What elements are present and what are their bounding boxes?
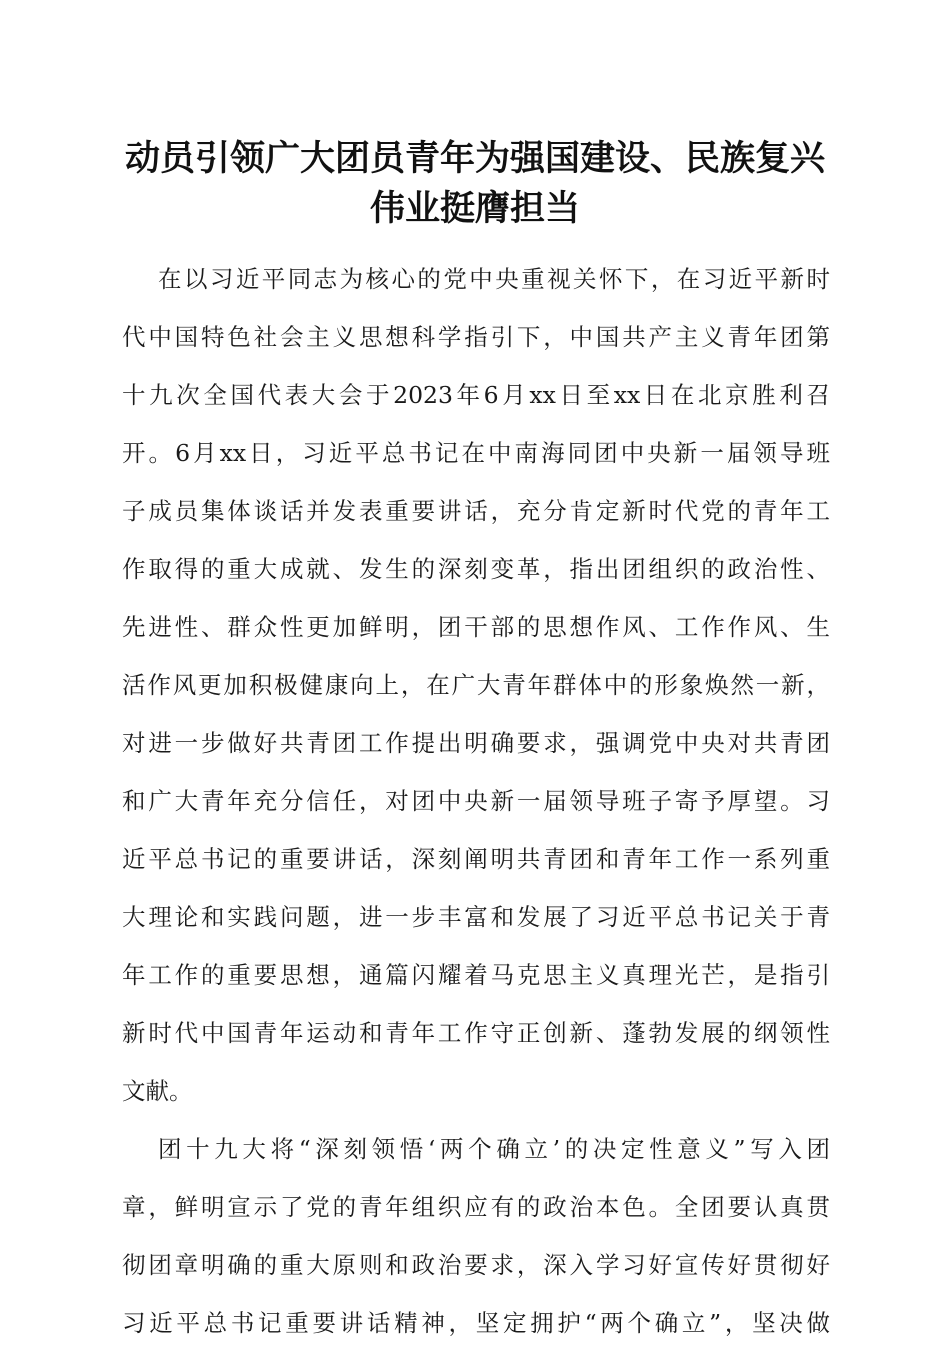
text-line: 作取得的重大成就、发生的深刻变革，指出团组织的政治性、	[122, 555, 830, 583]
text-line: 子成员集体谈话并发表重要讲话，充分肯定新时代党的青年工	[122, 497, 830, 525]
text-line: 十九次全国代表大会于2023年6月xx日至xx日在北京胜利召	[122, 381, 830, 409]
text-line: 近平总书记的重要讲话，深刻阐明共青团和青年工作一系列重	[122, 845, 830, 873]
paragraph-1	[122, 250, 830, 1120]
text-line: 大理论和实践问题，进一步丰富和发展了习近平总书记关于青	[122, 903, 830, 931]
text-line: 年工作的重要思想，通篇闪耀着马克思主义真理光芒，是指引	[122, 961, 830, 989]
text-line: 章，鲜明宣示了党的青年组织应有的政治本色。全团要认真贯	[122, 1193, 830, 1221]
text-line: 习近平总书记重要讲话精神，坚定拥护“两个确立”，坚决做	[122, 1309, 830, 1337]
paragraph-2	[122, 1120, 830, 1352]
document-title-line-2: 伟业挺膺担当	[369, 188, 580, 229]
text-line: 彻团章明确的重大原则和政治要求，深入学习好宣传好贯彻好	[122, 1251, 830, 1279]
document-title-line-1: 动员引领广大团员青年为强国建设、民族复兴	[124, 138, 825, 179]
text-line: 代中国特色社会主义思想科学指引下，中国共产主义青年团第	[122, 323, 830, 351]
text-line: 开。6月xx日，习近平总书记在中南海同团中央新一届领导班	[122, 439, 830, 467]
document-body	[122, 250, 830, 1352]
text-line: 对进一步做好共青团工作提出明确要求，强调党中央对共青团	[122, 729, 830, 757]
text-line: 和广大青年充分信任，对团中央新一届领导班子寄予厚望。习	[122, 787, 830, 815]
text-line: 活作风更加积极健康向上，在广大青年群体中的形象焕然一新，	[122, 671, 830, 699]
text-line: 先进性、群众性更加鲜明，团干部的思想作风、工作作风、生	[122, 613, 830, 641]
text-line: 团十九大将“深刻领悟‘两个确立’的决定性意义”写入团	[158, 1135, 830, 1163]
text-line: 新时代中国青年运动和青年工作守正创新、蓬勃发展的纲领性	[122, 1019, 830, 1047]
text-line: 在以习近平同志为核心的党中央重视关怀下，在习近平新时	[158, 265, 830, 293]
text-line: 文献。	[122, 1077, 193, 1105]
